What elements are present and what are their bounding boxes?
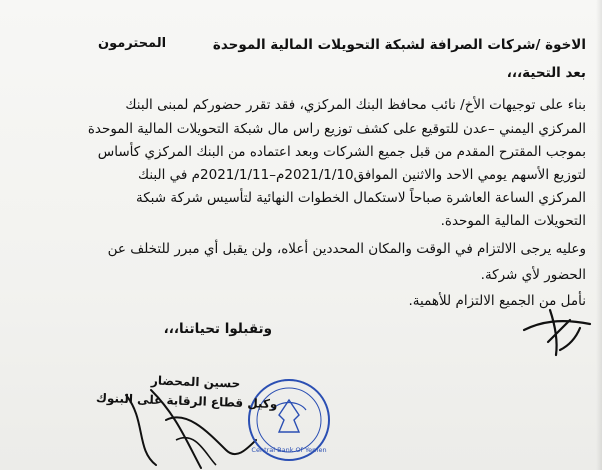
body-line-3: بموجب المقترح المقدم من قبل جميع الشركات وبعد اعتماده من البنك المركزي كأساس — [97, 144, 586, 160]
central-bank-stamp — [244, 370, 334, 470]
body-line-8: الحضور لأي شركة. — [480, 267, 586, 283]
signatory-title: وكيل قطاع الرقابة على البنوك — [95, 390, 278, 412]
body-line-5: المركزي الساعة العاشرة صباحاً لاستكمال الخطوات النهائية لتأسيس شركة شبكة — [135, 190, 586, 206]
body-line-2: المركزي اليمني –عدن للتوقيع على كشف توزيع راس مال شبكة التحويلات المالية الموحدة — [87, 121, 586, 137]
honorific: المحترمون — [98, 36, 167, 51]
initial-signature — [520, 300, 600, 360]
addressee-line: الاخوة /شركات الصرافة لشبكة التحويلات المالية الموحدة — [212, 37, 586, 53]
body-line-6: التحويلات المالية الموحدة. — [440, 213, 586, 229]
greeting: بعد التحية،،، — [506, 65, 586, 81]
signatory-name: حسين المحضار — [150, 373, 241, 391]
body-line-4: لتوزيع الأسهم يومي الاحد والاثنين الموافق2021/1/10م–2021/1/11م في البنك — [137, 167, 586, 183]
body-line-1: بناء على توجيهات الأخ/ نائب محافظ البنك المركزي، فقد تقرر حضوركم لمبنى البنك — [125, 97, 586, 113]
closing: وتقبلوا تحياتنا،،، — [163, 321, 272, 337]
svg-text:Central Bank Of Yemen: Central Bank Of Yemen — [251, 446, 327, 454]
body-line-7: وعليه يرجى الالتزام في الوقت والمكان المحددين أعلاه، ولن يقبل أي مبرر للتخلف عن — [107, 241, 586, 257]
signature-area — [16, 372, 327, 470]
body-line-9: نأمل من الجميع الالتزام للأهمية. — [408, 293, 586, 309]
